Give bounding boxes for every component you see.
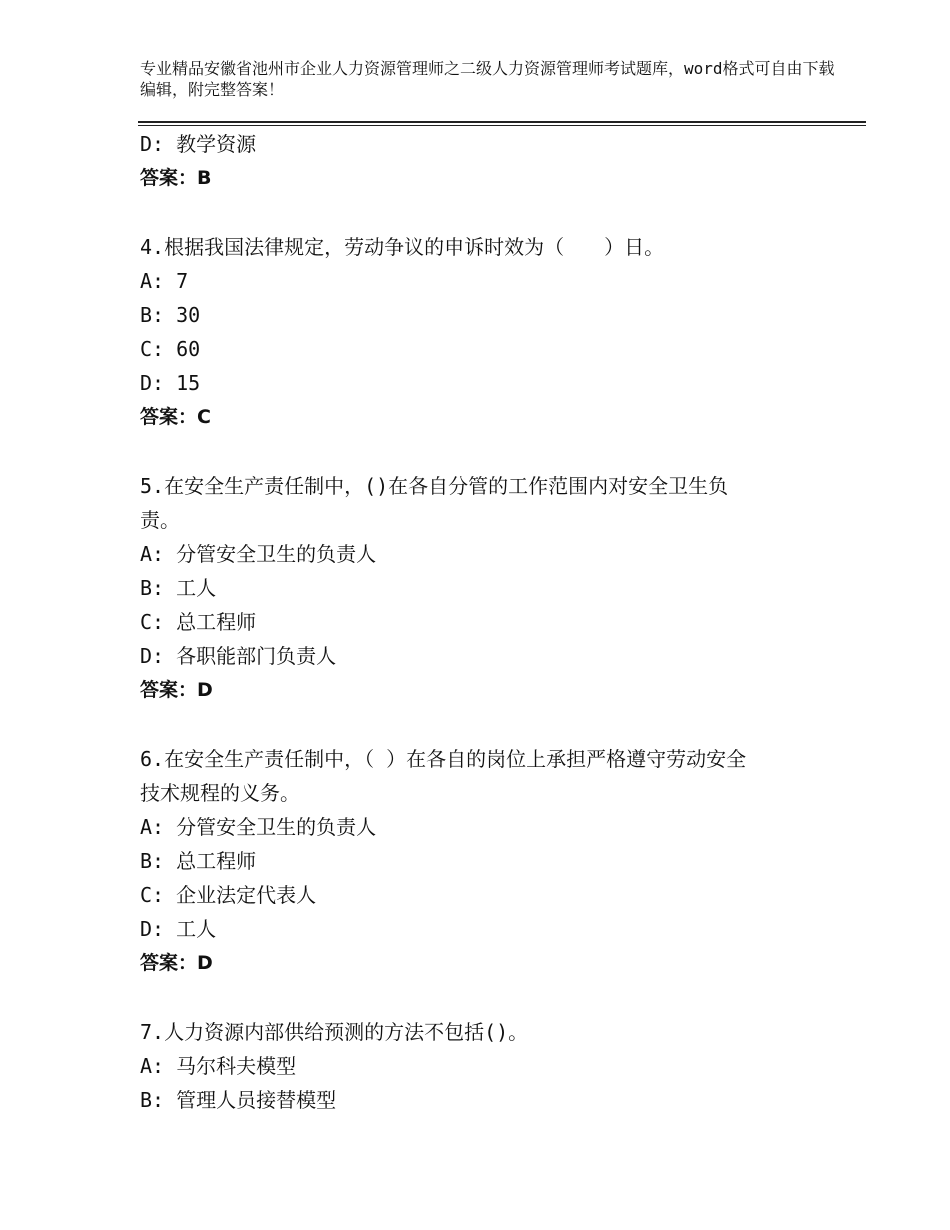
header-rule-thin: [138, 125, 866, 126]
answer-value: D: [197, 679, 213, 701]
question-4: [140, 230, 820, 434]
option-c: C: 总工程师: [140, 610, 257, 634]
option-a: A: 马尔科夫模型: [140, 1054, 297, 1078]
answer-label: 答案：: [140, 952, 198, 974]
option-b: B: 30: [140, 303, 201, 327]
page-header: 专业精品安徽省池州市企业人力资源管理师之二级人力资源管理师考试题库，word格式可自由下载编辑，附完整答案！: [140, 59, 835, 99]
option-d: D: 15: [140, 371, 201, 395]
option-d: D: 工人: [140, 917, 217, 941]
answer: [140, 946, 820, 980]
option-d: D: 各职能部门负责人: [140, 644, 337, 668]
question-6: [140, 742, 820, 980]
option-d: D: 教学资源: [140, 132, 257, 156]
answer: [140, 161, 820, 195]
answer: [140, 400, 820, 434]
question-3-tail: [140, 127, 820, 195]
question-title: 4.根据我国法律规定，劳动争议的申诉时效为（ ）日。: [140, 235, 665, 259]
question-title: 7.人力资源内部供给预测的方法不包括()。: [140, 1020, 529, 1044]
answer: [140, 673, 820, 707]
question-title-line-1: 5.在安全生产责任制中，()在各自分管的工作范围内对安全卫生负: [140, 474, 729, 498]
answer-value: D: [197, 952, 213, 974]
question-title-line-1: 6.在安全生产责任制中，（ ）在各自的岗位上承担严格遵守劳动安全: [140, 747, 747, 771]
option-b: B: 总工程师: [140, 849, 257, 873]
answer-label: 答案：: [140, 679, 198, 701]
document-body: [140, 127, 820, 1117]
option-a: A: 分管安全卫生的负责人: [140, 542, 377, 566]
option-a: A: 分管安全卫生的负责人: [140, 815, 377, 839]
answer-value: C: [197, 406, 211, 428]
answer-label: 答案：: [140, 167, 198, 189]
question-5: [140, 469, 820, 707]
option-b: B: 工人: [140, 576, 217, 600]
question-title-line-2: 技术规程的义务。: [140, 781, 300, 805]
option-a: A: 7: [140, 269, 189, 293]
option-c: C: 企业法定代表人: [140, 883, 317, 907]
option-b: B: 管理人员接替模型: [140, 1088, 337, 1112]
question-7: [140, 1015, 820, 1117]
option-c: C: 60: [140, 337, 201, 361]
answer-label: 答案：: [140, 406, 198, 428]
header-rule-thick: [138, 121, 866, 123]
answer-value: B: [197, 167, 212, 189]
question-title-line-2: 责。: [140, 508, 180, 532]
